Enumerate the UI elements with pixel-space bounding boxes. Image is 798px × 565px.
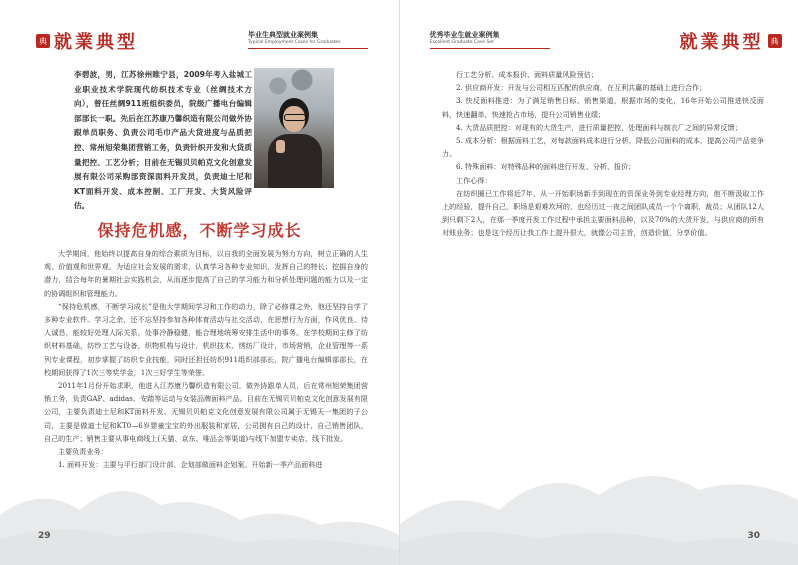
paragraph: 在纺织圈已工作将近7年，从一开始职场新手到现在的资深业务到专业经理方向，他不断汲取工作上的经验，提升自己，职场是艰难坎坷的，也经历过一夜之间团队成员一个个离职，裁员；从团队12人到只剩下2人，在那一季度开发工作过程中承担主要面料品种，以及70%的大货开发，与供应商的所有对账业务；也是这个经历让我工作上提升很大，就像公司主旨，创造价值，分享价值。 — [442, 188, 764, 238]
header-subtitle: Typical Employment Cases for Graduates — [248, 40, 341, 45]
header-title: 毕业生典型就业案例集 — [248, 31, 318, 39]
header-rule — [430, 48, 550, 49]
seal-icon: 典 — [36, 34, 50, 48]
paragraph: 2. 供应商开发：开发与公司相互匹配的供应商，在互利共赢的基础上进行合作； — [456, 83, 707, 93]
paragraph: 大学期间，他始终以提高自身的综合素质为目标，以自我的全面发展为努力方向，树立正确的人生观、价值观和世界观。为适应社会发展的需求，认真学习各种专业知识，发挥自己的特长；挖掘自身的潜力，结合每年的暑期社会实践机会，从而逐步提高了自己的学习能力和分析处理问题的能力以及一定的协调组织和管理能力。 — [44, 249, 368, 298]
logo-text: 就業典型 — [54, 32, 138, 53]
paragraph: 1. 面料开发：主要与平行部门设计部、企划部做面料企划案。开始新一季产品面料进 — [58, 460, 323, 470]
seal-icon: 典 — [768, 34, 782, 48]
page-number: 30 — [747, 531, 760, 541]
profile-photo — [254, 68, 334, 188]
header-subtitle: Excellent Graduate Case Set — [429, 40, 494, 45]
profile-text: 李碧波，男，江苏徐州睢宁县，2009年考入盐城工业职业技术学院现代纺织技术专业（丝绸技术方向），曾任丝绸911班组织委员，院级广播电台编辑部部长一职。先后在江苏康乃馨织造有限公司做外协跟单员职务、负责公司毛巾产品大货进度与品质把控、常州旭荣集团营销工务，负责针织开发和大货质量把控、工艺分析；目前在无锡贝贝帕克文化创意发展有限公司采购部资深面料开发员，负责迪士尼和KT面料开发、成本控制、工厂开发、大货风险评估。 — [74, 70, 252, 211]
left-logo — [36, 28, 138, 54]
section-title: 保持危机感，不断学习成长 — [97, 221, 302, 240]
paragraph: 主要负责业务： — [58, 447, 108, 457]
paragraph: 4. 大货品质把控：对现有的大货生产，进行质量把控，处理面料与制衣厂之间的异常反馈； — [456, 122, 742, 132]
paragraph: 2011年1月份开始求职，他进入江苏康乃馨织造有限公司，做外协跟单人员，后在常州旭荣集团营销工务，负责GAP、adidas、安踏等运动与女装品牌面料产品。目前在无锡贝贝帕克文化创意发展有限公司，主要负责迪士尼和KT面料开发。无锡贝贝帕克文化创意发展有限公司属于无锡天一集团的子公司，主要是做迪士尼和KT0—6岁婴童宝宝的外出服装和家居，公司拥有自己的设计、自己销售团队，自己的生产；销售主要从事电商线上(天猫、京东、唯品会等渠道)与线下加盟专卖店、线下批发。 — [44, 381, 368, 443]
mountain-decoration — [0, 425, 399, 565]
paragraph: “保持危机感，不断学习成长”是他大学期间学习和工作的动力，除了必修课之外，他还坚持自学了多种专业软件。学习之余，还不忘坚持参加各种体育活动与社交活动，在思想行为方面，作风优良、待人诚恳，能较好处理人际关系，处事冷静稳健，能合理地统筹安排生活中的事务。在学校期间主修了纺织材料基础，纺纱工艺与设备，织物机构与设计，机织技术、绣纺厂设计，市场营销，企业管理等一系列专业课程，初步掌握了纺织专业技能，同时还担任纺织911组织部部长，院广播电台编辑部部长，在校期间获得了1次三等奖学金，1次三好学生等荣誉。 — [44, 301, 368, 377]
paragraph: 3. 快反面料推进：为了满足销售日标、销售渠道，根据市场的变化，16年开始公司推进快反面料，快速翻单，快速抢占市场，提升公司销售业绩； — [442, 96, 764, 119]
right-logo — [680, 28, 782, 54]
page-number: 29 — [38, 531, 51, 541]
header-rule — [248, 48, 368, 49]
header-title: 优秀毕业生就业案例集 — [429, 31, 500, 39]
paragraph: 工作心得： — [456, 175, 492, 185]
paragraph: 5. 成本分析：根据面料工艺，对每款面料成本进行分析，降低公司面料的成本，提高公司产品竞争力。 — [442, 136, 764, 159]
paragraph: 6. 特殊面料：对特殊品种的面料进行开发、分析、报价； — [456, 162, 636, 172]
mountain-decoration — [400, 405, 798, 565]
logo-text: 就業典型 — [679, 32, 764, 53]
right-body-text — [442, 68, 764, 240]
paragraph: 行工艺分析、成本报价、面料质量风险预估； — [456, 70, 598, 79]
